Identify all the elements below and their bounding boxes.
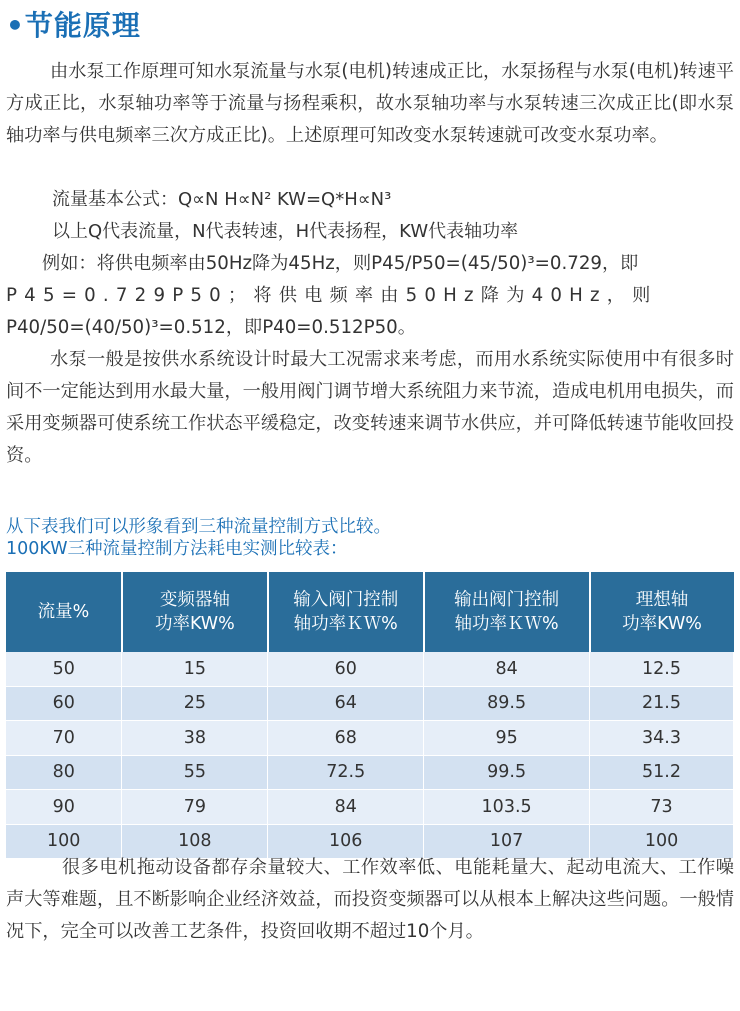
table-intro: 从下表我们可以形象看到三种流量控制方式比较。 — [6, 517, 391, 537]
table-header-row — [6, 572, 734, 652]
cell: 100 — [6, 824, 122, 859]
example-line-3: P40/50=(40/50)³=0.512，即P40=0.512P50。 — [6, 317, 416, 338]
header-ideal-line2: 功率KW% — [622, 614, 702, 634]
example-line-1: 例如：将供电频率由50Hz降为45Hz，则P45/P50=(45/50)³=0.729，即 — [42, 253, 639, 274]
table-row — [6, 686, 734, 721]
header-input-valve — [268, 572, 424, 652]
cell: 107 — [424, 824, 590, 859]
table-row — [6, 790, 734, 825]
example-block — [6, 248, 734, 344]
paragraph-benefits — [6, 852, 734, 948]
cell: 100 — [590, 824, 734, 859]
cell: 50 — [6, 652, 122, 686]
header-input-line1: 输入阀门控制 — [293, 590, 399, 610]
formula-note: 以上Q代表流量，N代表转速，H代表扬程，KW代表轴功率 — [52, 221, 519, 242]
cell: 15 — [122, 652, 268, 686]
cell: 106 — [268, 824, 424, 859]
cell: 80 — [6, 755, 122, 790]
cell: 68 — [268, 721, 424, 756]
cell: 89.5 — [424, 686, 590, 721]
page-title: •节能原理 — [6, 9, 141, 42]
paragraph-pump — [6, 344, 734, 472]
header-output-line1: 输出阀门控制 — [454, 590, 560, 610]
table-row — [6, 652, 734, 686]
header-flow-line1: 流量% — [37, 602, 90, 622]
table-row — [6, 755, 734, 790]
header-output-line2: 轴功率ＫＷ% — [454, 614, 559, 634]
paragraph-principle-text: 由水泵工作原理可知水泵流量与水泵(电机)转速成正比，水泵扬程与水泵(电机)转速平方成正比，水泵轴功率等于流量与扬程乘积，故水泵轴功率与水泵转速三次成正比(即水泵轴功率与供电频率三次方成正比)。上述原理可知改变水泵转速就可改变水泵功率。 — [6, 61, 734, 146]
header-vfd-line2: 功率KW% — [154, 614, 235, 634]
table-title: 100KW三种流量控制方法耗电实测比较表： — [6, 539, 348, 559]
cell: 84 — [424, 652, 590, 686]
cell: 70 — [6, 721, 122, 756]
header-ideal — [590, 572, 734, 652]
header-vfd-line1: 变频器轴 — [159, 590, 230, 610]
cell: 51.2 — [590, 755, 734, 790]
header-flow — [6, 572, 122, 652]
header-input-line2: 轴功率ＫＷ% — [293, 614, 398, 634]
table-row — [6, 721, 734, 756]
paragraph-principle — [6, 56, 734, 152]
header-output-valve — [424, 572, 590, 652]
cell: 25 — [122, 686, 268, 721]
cell: 64 — [268, 686, 424, 721]
cell: 55 — [122, 755, 268, 790]
cell: 99.5 — [424, 755, 590, 790]
cell: 90 — [6, 790, 122, 825]
cell: 60 — [268, 652, 424, 686]
cell: 79 — [122, 790, 268, 825]
cell: 60 — [6, 686, 122, 721]
formula-line: 流量基本公式：Q∝N H∝N² KW=Q*H∝N³ — [52, 189, 392, 210]
paragraph-pump-text: 水泵一般是按供水系统设计时最大工况需求来考虑，而用水系统实际使用中有很多时间不一定能达到用水最大量，一般用阀门调节增大系统阻力来节流，造成电机用电损失，而采用变频器可使系统工作状态平缓稳定，改变转速来调节水供应，并可降低转速节能收回投资。 — [6, 349, 734, 466]
cell: 103.5 — [424, 790, 590, 825]
comparison-table — [6, 572, 734, 859]
cell: 12.5 — [590, 652, 734, 686]
header-ideal-line1: 理想轴 — [635, 590, 689, 610]
cell: 34.3 — [590, 721, 734, 756]
cell: 73 — [590, 790, 734, 825]
cell: 72.5 — [268, 755, 424, 790]
cell: 21.5 — [590, 686, 734, 721]
cell: 95 — [424, 721, 590, 756]
header-vfd — [122, 572, 268, 652]
example-line-2: P45=0.729P50；将供电频率由50Hz降为40Hz，则 — [6, 285, 658, 306]
cell: 108 — [122, 824, 268, 859]
cell: 84 — [268, 790, 424, 825]
cell: 38 — [122, 721, 268, 756]
paragraph-benefits-text: 很多电机拖动设备都存余量较大、工作效率低、电能耗量大、起动电流大、工作噪声大等难题，且不断影响企业经济效益，而投资变频器可以从根本上解决这些问题。一般情况下，完全可以改善工艺条件，投资回收期不超过10个月。 — [6, 857, 734, 942]
